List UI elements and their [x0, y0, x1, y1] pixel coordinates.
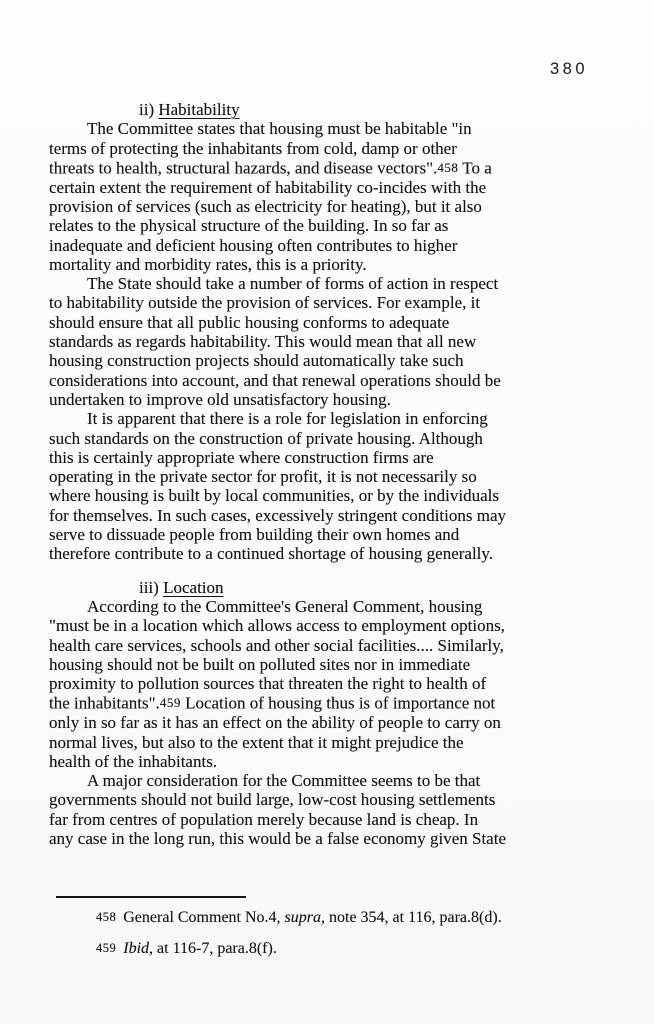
text-run: undertaken to improve old unsatisfactory housing. [49, 389, 391, 409]
text-run: threats to health, structural hazards, and disease vectors". [49, 158, 438, 178]
text-run: therefore contribute to a continued shortage of housing generally. [49, 544, 494, 564]
text-line [49, 429, 609, 448]
text-line [49, 313, 609, 332]
text-line [49, 674, 609, 693]
paragraph [49, 119, 609, 274]
section-heading [139, 100, 609, 119]
text-run: serve to dissuade people from building their own homes and [49, 525, 460, 545]
text-run: inadequate and deficient housing often contributes to higher [49, 235, 458, 255]
text-line [49, 486, 609, 505]
text-run: far from centres of population merely because land is cheap. In [49, 809, 479, 829]
paragraph [49, 274, 609, 409]
text-run: health care services, schools and other social facilities.... Similarly, [49, 635, 504, 655]
text-run: where housing is built by local communities, or by the individuals [49, 486, 499, 506]
section-heading [139, 578, 609, 597]
heading-numeral: iii) [139, 577, 164, 597]
text-line [49, 158, 609, 178]
text-run: standards as regards habitability. This would mean that all new [49, 332, 477, 352]
footnote-separator-rule [56, 896, 246, 898]
text-run: normal lives, but also to the extent that it might prejudice the [49, 732, 464, 752]
footnote-text: , at 116-7, para.8(f). [149, 940, 277, 957]
text-line [49, 713, 609, 732]
text-run: The Committee states that housing must be habitable "in [87, 119, 472, 139]
text-run: To a [458, 158, 492, 178]
text-run: for themselves. In such cases, excessively stringent conditions may [49, 505, 506, 525]
footnote-number: 458 [96, 910, 117, 924]
footnote-number: 459 [96, 941, 117, 955]
text-run: the inhabitants". [49, 693, 160, 713]
text-run: It is apparent that there is a role for legislation in enforcing [87, 409, 488, 429]
text-line [49, 733, 609, 752]
text-line [49, 810, 609, 829]
text-line [49, 274, 609, 293]
text-line [49, 371, 609, 390]
heading-title: Habitability [158, 100, 240, 119]
paragraph [49, 597, 609, 771]
text-line [49, 351, 609, 370]
text-line [49, 693, 609, 713]
text-line [49, 332, 609, 351]
section [49, 578, 609, 849]
footnote-reference: 459 [159, 695, 181, 711]
text-run: A major consideration for the Committee seems to be that [87, 771, 481, 791]
text-run: housing should not be built on polluted sites nor in immediate [49, 654, 471, 674]
footnotes [0, 907, 654, 959]
text-line [49, 255, 609, 274]
heading-title: Location [163, 577, 224, 597]
heading-numeral: ii) [139, 100, 159, 119]
text-run: certain extent the requirement of habitability co-incides with the [49, 177, 487, 197]
footnote [96, 938, 654, 959]
text-run: proximity to pollution sources that threaten the right to health of [49, 674, 487, 694]
text-run: considerations into account, and that renewal operations should be [49, 370, 501, 390]
text-run: provision of services (such as electricity for heating), but it also [49, 196, 482, 216]
footnote-text: supra [284, 909, 321, 926]
text-line [49, 119, 609, 138]
text-run: such standards on the construction of private housing. Although [49, 428, 483, 448]
text-line [49, 829, 609, 848]
document-content [49, 100, 609, 848]
text-line [49, 197, 609, 216]
text-line [49, 506, 609, 525]
text-line [49, 636, 609, 655]
paragraph [49, 771, 609, 848]
text-run: Location of housing thus is of importance not [180, 693, 496, 713]
page-number: 380 [549, 60, 588, 78]
footnote-text: Ibid [123, 940, 150, 957]
text-run: housing construction projects should automatically take such [49, 351, 464, 371]
text-line [49, 390, 609, 409]
text-line [49, 236, 609, 255]
text-run: relates to the physical structure of the building. In so far as [49, 216, 449, 236]
footnote-text: General Comment No.4, [123, 909, 285, 926]
text-run: any case in the long run, this would be a false economy given State [49, 828, 506, 848]
text-line [49, 655, 609, 674]
text-run: only in so far as it has an effect on the ability of people to carry on [49, 713, 501, 733]
text-run: terms of protecting the inhabitants from cold, damp or other [49, 138, 457, 158]
text-run: mortality and morbidity rates, this is a priority. [49, 254, 367, 274]
text-run: this is certainly appropriate where construction firms are [49, 447, 434, 467]
text-line [49, 525, 609, 544]
text-run: According to the Committee's General Comment, housing [87, 596, 483, 616]
text-run: "must be in a location which allows access to employment options, [49, 616, 505, 636]
footnotes-area [0, 896, 654, 959]
text-line [49, 597, 609, 616]
text-line [49, 771, 609, 790]
text-line [49, 448, 609, 467]
paragraph [49, 409, 609, 563]
text-run: The State should take a number of forms of action in respect [87, 274, 499, 294]
text-line [49, 790, 609, 809]
text-line [49, 467, 609, 486]
text-run: governments should not build large, low-cost housing settlements [49, 790, 496, 810]
text-line [49, 409, 609, 428]
text-line [49, 139, 609, 158]
text-line [49, 752, 609, 771]
footnote [96, 907, 654, 928]
text-run: health of the inhabitants. [49, 751, 218, 771]
footnote-text: , note 354, at 116, para.8(d). [321, 909, 502, 926]
text-run: operating in the private sector for profit, it is not necessarily so [49, 467, 477, 487]
text-line [49, 544, 609, 563]
text-line [49, 178, 609, 197]
text-run: to habitability outside the provision of services. For example, it [49, 293, 481, 313]
text-run: should ensure that all public housing conforms to adequate [49, 312, 450, 332]
footnote-reference: 458 [437, 159, 459, 175]
text-line [49, 616, 609, 635]
text-line [49, 216, 609, 235]
section [49, 100, 609, 564]
text-line [49, 293, 609, 312]
